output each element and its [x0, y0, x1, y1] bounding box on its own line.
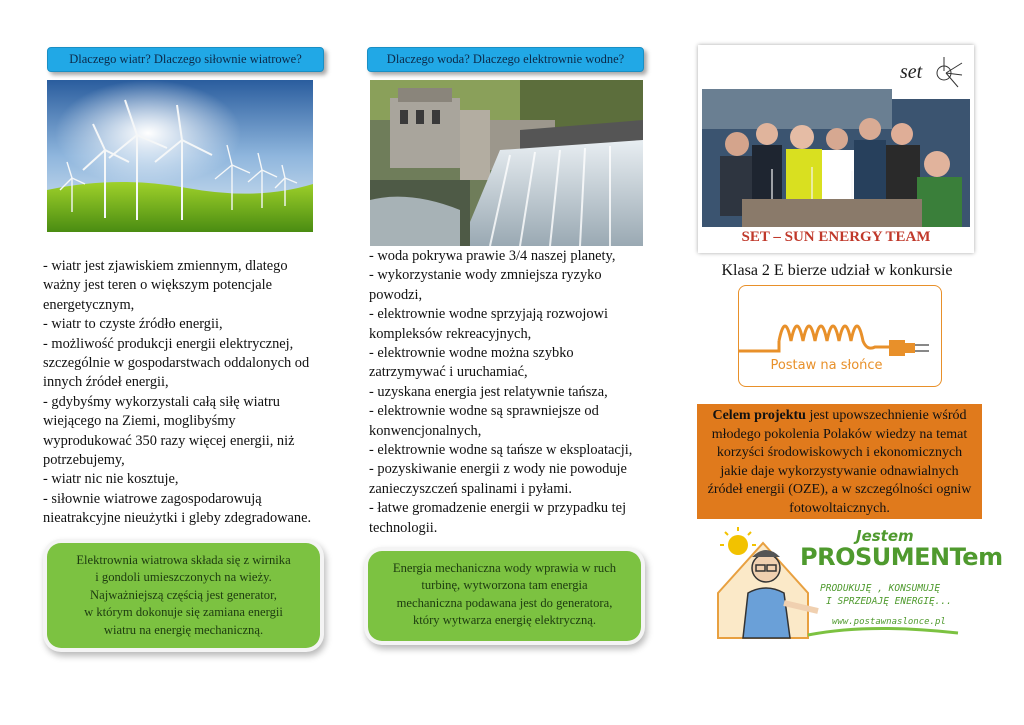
prosument-url: www.postawnaslonce.pl — [832, 617, 946, 627]
contest-headline: Klasa 2 E bierze udział w konkursie — [721, 262, 953, 279]
contest-logo-text: Postaw na słońce — [770, 358, 883, 373]
wind-box-line: Najważniejszą częścią jest generator, — [90, 587, 277, 602]
water-box-line: który wytwarza energię elektryczną. — [413, 613, 596, 628]
water-line: - wykorzystanie wody zmniejsza ryzyko — [369, 267, 602, 284]
wind-line: wiejącego na Ziemi, moglibyśmy — [43, 413, 236, 430]
project-goal-box — [697, 404, 982, 519]
water-line: - elektrownie wodne są tańsze w eksploatacji, — [369, 442, 633, 459]
wind-header-text: Dlaczego wiatr? Dlaczego siłownie wiatrowe? — [69, 52, 302, 66]
team-caption: SET – SUN ENERGY TEAM — [741, 229, 931, 245]
wind-line: energetycznym, — [43, 296, 135, 313]
water-line: - łatwe gromadzenie energii w przypadku tej — [369, 500, 627, 517]
water-header-text: Dlaczego woda? Dlaczego elektrownie wodne? — [386, 52, 625, 66]
water-box-line: mechaniczna podawana jest do generatora, — [396, 595, 613, 610]
wind-line: ważny jest teren o większym potencjale — [43, 277, 272, 294]
contest-logo — [738, 285, 942, 387]
goal-bold-label: Celem projektu — [712, 408, 806, 423]
wind-line: potrzebujemy, — [43, 452, 125, 469]
team-photo-frame — [698, 45, 974, 253]
wind-box-line: w którym dokonuje się zamiana energii — [84, 605, 283, 620]
water-box-line: turbinę, wytworzona tam energia — [421, 578, 588, 593]
team-photo — [702, 49, 970, 227]
water-line: - elektrownie wodne są sprawniejsze od — [369, 403, 599, 420]
prosument-poster — [708, 523, 1003, 640]
water-line: - elektrownie wodne sprzyjają rozwojowi — [369, 306, 608, 323]
wind-box-line: wiatru na energię mechaniczną. — [103, 622, 264, 637]
water-line: zanieczyszczeń spalinami i pyłami. — [369, 480, 572, 497]
wind-line: - możliwość produkcji energii elektrycznej, — [43, 335, 294, 352]
wind-box-line: i gondoli umieszczonych na wieży. — [95, 570, 272, 585]
prosument-title-big: PROSUMENTem — [800, 543, 1003, 571]
water-header-tab — [367, 47, 644, 72]
wind-line: szczególnie w gospodarstwach oddalonych od — [43, 355, 310, 372]
water-line: - pozyskiwanie energii z wody nie powoduje — [369, 461, 627, 478]
water-line: - elektrownie wodne można szybko — [369, 345, 574, 362]
prosument-slogan-1: PRODUKUJĘ , KONSUMUJĘ — [820, 583, 941, 594]
wind-line: - wiatr jest zjawiskiem zmiennym, dlatego — [43, 258, 288, 274]
wind-benefits-list — [43, 257, 311, 529]
wind-line: nieatrakcyjne nieużytki i gleby zdegradowane. — [43, 510, 312, 527]
set-logo — [900, 53, 964, 93]
goal-line: źródeł energii (OZE), a w szczególności ogniw — [707, 482, 972, 498]
wind-line: - wiatr to czyste źródło energii, — [43, 316, 223, 333]
water-line: powodzi, — [369, 286, 423, 303]
water-info-box — [368, 551, 641, 641]
water-line: technologii. — [369, 519, 438, 536]
wind-line: - gdybyśmy wykorzystali całą siłę wiatru — [43, 393, 280, 410]
wind-line: - wiatr nic nie kosztuje, — [43, 471, 179, 488]
goal-line: korzyści środowiskowych i ekonomicznych — [716, 445, 963, 461]
goal-line: fotowoltaicznych. — [789, 500, 890, 516]
goal-line: jakie daje wykorzystywanie odnawialnych — [720, 463, 959, 479]
wind-box-line: Elektrownia wiatrowa składa się z wirnika — [76, 553, 291, 567]
wind-header-tab — [47, 47, 324, 72]
water-box-line: Energia mechaniczna wody wprawia w ruch — [392, 561, 617, 575]
prosument-title-small: Jestem — [856, 527, 914, 545]
wind-line: - siłownie wiatrowe zagospodarowują — [43, 490, 262, 507]
wind-line: innych źródeł energii, — [43, 374, 169, 391]
water-line: - woda pokrywa prawie 3/4 naszej planety, — [369, 248, 616, 264]
water-line: - uzyskana energia jest relatywnie tańsza, — [369, 383, 608, 400]
water-line: kompleksów rekreacyjnych, — [369, 325, 532, 342]
goal-line: jest upowszechnienie wśród — [805, 408, 967, 423]
prosument-slogan-2: I SPRZEDAJĘ ENERGIĘ... — [826, 596, 952, 607]
wind-turbines-photo — [47, 80, 313, 232]
water-benefits-list — [369, 247, 632, 538]
water-line: zatrzymywać i uruchamiać, — [369, 364, 528, 381]
water-line: konwencjonalnych, — [369, 422, 482, 439]
set-logo-text: set — [900, 61, 923, 83]
wind-info-box — [47, 543, 320, 648]
wind-line: wyprodukować 350 razy więcej energii, niż — [43, 432, 295, 449]
hydro-dam-photo — [370, 80, 643, 246]
goal-line: młodego pokolenia Polaków wiedzy na temat — [711, 426, 968, 442]
